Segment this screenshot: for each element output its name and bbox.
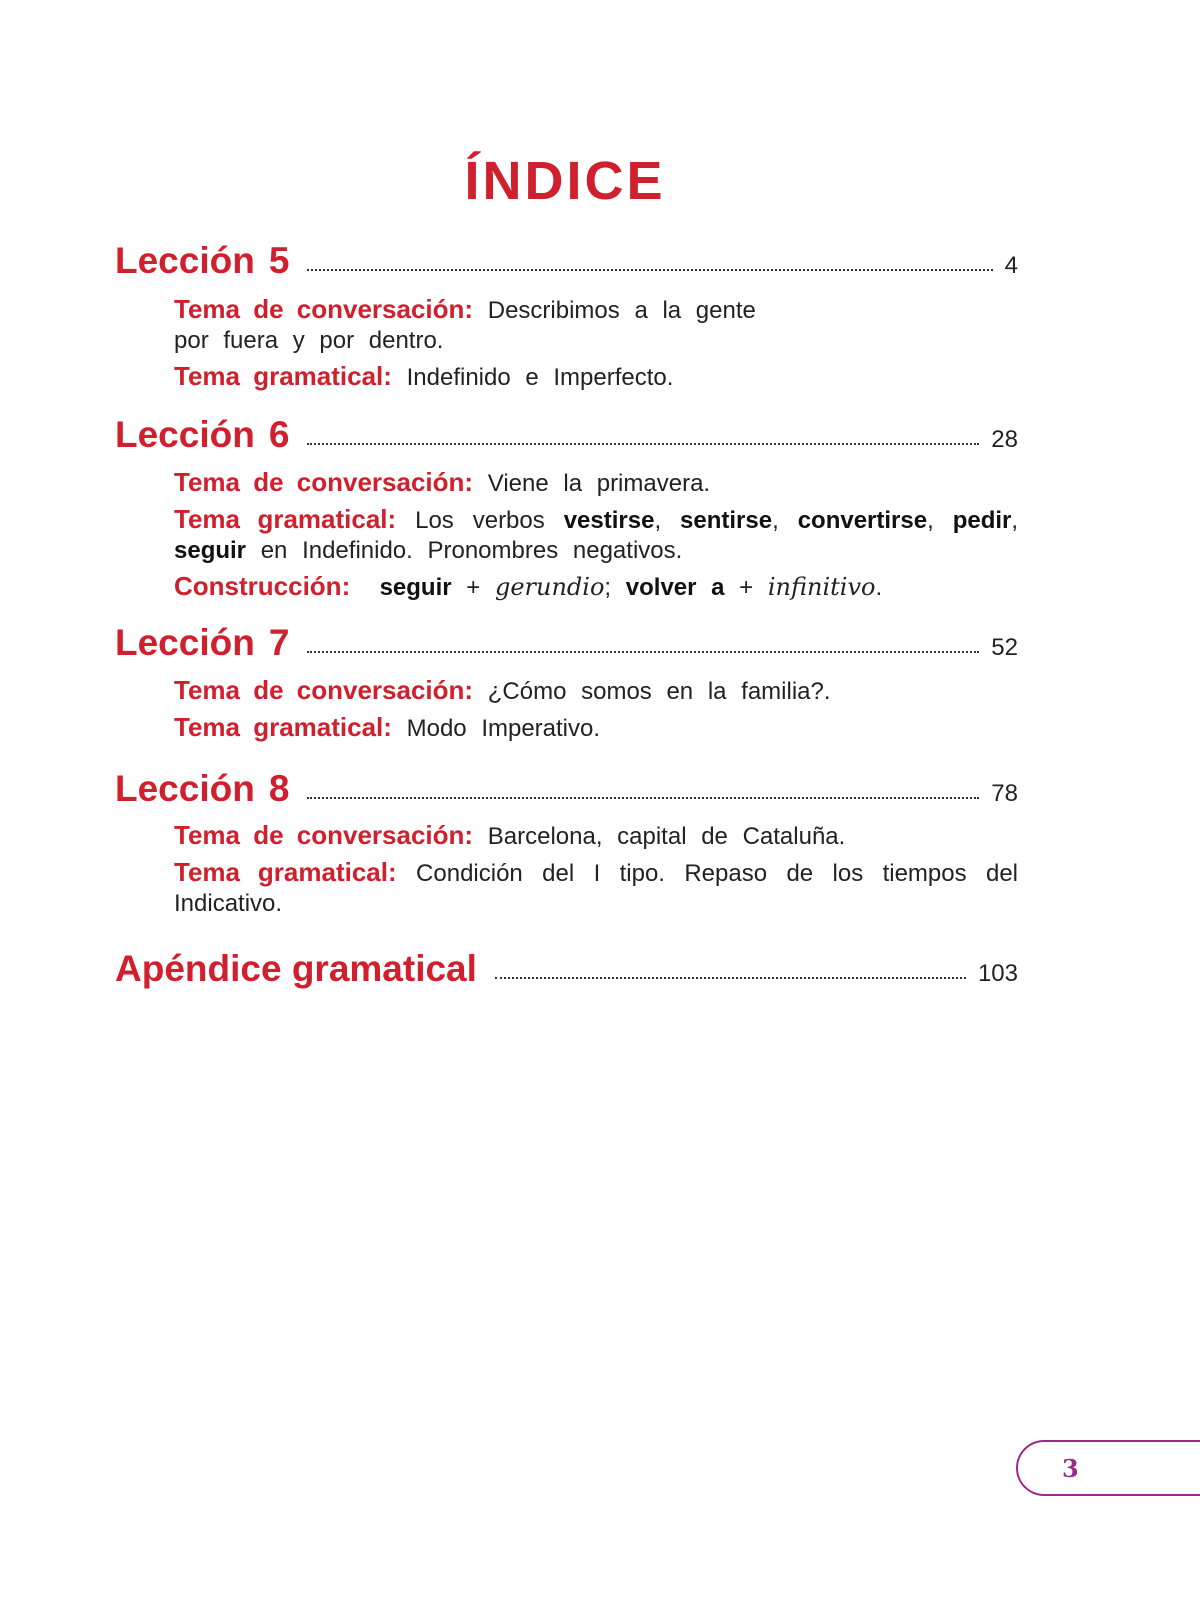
lesson-number: 7 <box>268 622 290 663</box>
page-title: ÍNDICE <box>464 151 666 211</box>
verb-sentirse: sentirse <box>680 507 773 534</box>
conversation-continuation: por fuera y por dentro. <box>174 327 444 354</box>
lesson-heading <box>115 622 289 664</box>
conversation-label: Tema de conversación: <box>174 820 474 850</box>
lesson-heading <box>115 768 289 810</box>
page-number: 3 <box>1062 1454 1079 1483</box>
appendix-heading: Apéndice gramatical <box>115 948 477 989</box>
conversation-text: Describimos a la gente <box>487 297 756 324</box>
grammar-label: Tema gramatical: <box>174 857 397 887</box>
lesson-number: 8 <box>268 768 290 809</box>
construction-form-2: infinitivo <box>767 573 876 601</box>
grammar-text: Condición del I tipo. Repaso de los tiempos del Indicativo. <box>174 860 1019 917</box>
construction-label: Construcción: <box>174 571 351 601</box>
dot-leader <box>307 793 979 799</box>
lesson-word: Lección <box>115 768 255 809</box>
dot-leader <box>307 439 979 445</box>
dot-leader <box>307 647 979 653</box>
conversation-topic <box>174 294 814 326</box>
lesson-8-details <box>174 820 1018 924</box>
construction-verb-1: seguir <box>379 574 452 601</box>
grammar-rest: en Indefinido. Pronombres negativos. <box>260 537 683 564</box>
plus-sign: + <box>466 574 481 601</box>
grammar-topic <box>174 712 1018 744</box>
grammar-label: Tema gramatical: <box>174 712 392 742</box>
grammar-label: Tema gramatical: <box>174 504 397 534</box>
dot-leader <box>495 973 966 979</box>
grammar-text: Modo Imperativo. <box>406 715 601 742</box>
conversation-text: ¿Cómo somos en la familia?. <box>487 678 831 705</box>
construction-form-1: gerundio <box>494 573 605 601</box>
toc-entry-appendix[interactable] <box>115 948 1018 990</box>
toc-entry-lesson-8[interactable] <box>115 768 1018 810</box>
verb-convertirse: convertirse <box>797 507 928 534</box>
page-number-tab <box>1016 1440 1200 1496</box>
grammar-label: Tema gramatical: <box>174 361 392 391</box>
conversation-text: Barcelona, capital de Cataluña. <box>487 823 846 850</box>
verb-pedir: pedir <box>952 507 1012 534</box>
conversation-text: Viene la primavera. <box>487 470 711 497</box>
lesson-number: 6 <box>268 414 290 455</box>
grammar-text: Indefinido e Imperfecto. <box>406 364 674 391</box>
lesson-5-details <box>174 294 814 398</box>
lesson-6-details <box>174 467 1018 608</box>
construction-topic: Construcción: seguir + gerundio; volver a + infinitivo. <box>174 571 883 601</box>
page-reference: 28 <box>991 426 1018 453</box>
lesson-word: Lección <box>115 622 255 663</box>
grammar-topic: Tema gramatical: Los verbos vestirse, sentirse, convertirse, pedir, seguir en Indefinido. Pronombres negativos. <box>174 504 1019 564</box>
page-reference: 4 <box>1004 252 1018 279</box>
lesson-word: Lección <box>115 414 255 455</box>
page-reference: 103 <box>977 960 1018 987</box>
toc-entry-lesson-5[interactable] <box>115 240 1018 282</box>
page-reference: 78 <box>991 780 1018 807</box>
verb-vestirse: vestirse <box>563 507 655 534</box>
conversation-label: Tema de conversación: <box>174 467 474 497</box>
conversation-topic <box>174 675 1018 707</box>
grammar-intro: Los verbos <box>415 507 545 534</box>
lesson-number: 5 <box>268 240 290 281</box>
grammar-topic <box>174 361 814 393</box>
lesson-7-details <box>174 675 1018 749</box>
lesson-word: Lección <box>115 240 255 281</box>
conversation-label: Tema de conversación: <box>174 294 474 324</box>
conversation-topic <box>174 467 1018 499</box>
dot-leader <box>307 265 992 271</box>
plus-sign: + <box>739 574 754 601</box>
grammar-topic <box>174 857 1018 919</box>
toc-entry-lesson-7[interactable] <box>115 622 1018 664</box>
construction-verb-2: volver a <box>625 574 725 601</box>
toc-entry-lesson-6[interactable] <box>115 414 1018 456</box>
lesson-heading <box>115 414 289 456</box>
verb-seguir: seguir <box>174 537 247 564</box>
conversation-label: Tema de conversación: <box>174 675 474 705</box>
page-reference: 52 <box>991 634 1018 661</box>
lesson-heading <box>115 240 289 282</box>
conversation-topic <box>174 820 1018 852</box>
